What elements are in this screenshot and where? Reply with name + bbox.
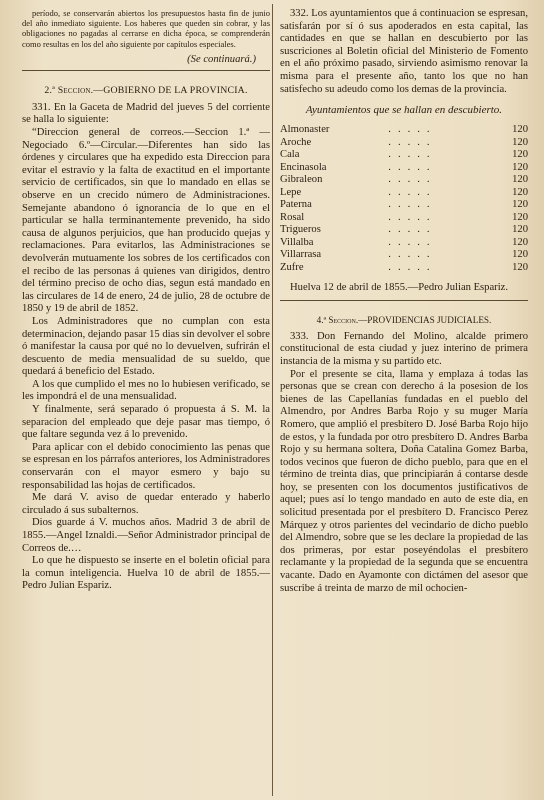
town-name: Aroche bbox=[280, 136, 312, 148]
town-name: Zufre bbox=[280, 261, 304, 273]
divider bbox=[280, 300, 528, 301]
table-row: Villarrasa ..... 120 bbox=[280, 249, 528, 261]
left-column bbox=[22, 8, 270, 593]
table-row: Cala ..... 120 bbox=[280, 149, 528, 161]
paragraph-dios-guarde: Dios guarde á V. muchos años. Madrid 3 de abril de 1855.—Angel Iznaldi.—Señor Administrador principal de Correos de.… bbox=[22, 517, 270, 554]
paragraph-mes: A los que cumplido el mes no lo hubiesen verificado, se les impondrá el de una mensualidad. bbox=[22, 378, 270, 403]
divider bbox=[22, 70, 270, 71]
top-paragraph: período, se conservarán abiertos los presupuestos hasta fin de junio del año inmediato siguiente. Los haberes que queden sin cobrar, y las obligaciones no pagadas al cerrarse en dicha época, se comprenderán como resultas en los del año siguiente por capítulos especiales. bbox=[22, 8, 270, 49]
table-row: Aroche ..... 120 bbox=[280, 136, 528, 148]
town-amount: 120 bbox=[512, 261, 528, 273]
town-name: Encinasola bbox=[280, 161, 327, 173]
column-rule bbox=[272, 4, 273, 796]
table-row: Encinasola ..... 120 bbox=[280, 161, 528, 173]
section-heading-providencias: 4.ª Seccion.—PROVIDENCIAS JUDICIALES. bbox=[316, 314, 492, 325]
town-name: Paterna bbox=[280, 199, 312, 211]
town-name: Villalba bbox=[280, 236, 314, 248]
table-row: Gibraleon ..... 120 bbox=[280, 174, 528, 186]
town-name: Rosal bbox=[280, 211, 305, 223]
towns-table bbox=[280, 124, 528, 274]
town-amount: 120 bbox=[512, 186, 528, 198]
continuation-note: (Se continuará.) bbox=[187, 53, 256, 65]
table-row: Lepe ..... 120 bbox=[280, 186, 528, 198]
town-name: Gibraleon bbox=[280, 174, 323, 186]
town-amount: 120 bbox=[512, 161, 528, 173]
paragraph-administradores: Los Administradores que no cumplan con esta determinacion, dejando pasar 15 dias sin devolver el sobre ó manifestar la causa por qué no lo devuelven, sufrirán el descuento de media mensualidad de su sueldo, que quedará á beneficio del Estado. bbox=[22, 315, 270, 378]
paragraph-aviso: Me dará V. aviso de quedar enterado y haberlo circulado á sus subalternos. bbox=[22, 492, 270, 516]
town-amount: 120 bbox=[512, 174, 528, 186]
town-amount: 120 bbox=[512, 224, 528, 236]
signature-line: Huelva 12 de abril de 1855.—Pedro Julian Espariz. bbox=[290, 282, 508, 294]
town-name: Lepe bbox=[280, 186, 302, 198]
town-amount: 120 bbox=[512, 149, 528, 161]
paragraph-inserte: Lo que he dispuesto se inserte en el boletin oficial para la comun inteligencia. Huelva 10 de abril de 1855.—Pedro Julian Espariz. bbox=[22, 555, 270, 592]
town-amount: 120 bbox=[512, 136, 528, 148]
paragraph-332: 332. Los ayuntamientos que á continuacion se espresan, satisfarán por sí ó sus apoderados en esta capital, las cantidades en que se hallan en descubierto por las suscriciones al Boletin oficial del Ministerio de Fomento en el año próximo pasado, sirviendo asimismo renovar la misma para el presente año, tanto los que no han satisfecho su adeudo como los demas de la provincia. bbox=[280, 8, 528, 95]
town-amount: 120 bbox=[512, 211, 528, 223]
paragraph-331: 331. En la Gaceta de Madrid del jueves 5 del corriente se halla lo siguiente: bbox=[22, 101, 270, 126]
town-amount: 120 bbox=[512, 199, 528, 211]
paragraph-333: 333. Don Fernando del Molino, alcalde primero constitucional de esta ciudad y juez interino de primera instancia de la misma y su partido etc. bbox=[280, 330, 528, 367]
table-row: Zufre ..... 120 bbox=[280, 261, 528, 273]
table-row: Paterna ..... 120 bbox=[280, 199, 528, 211]
table-row: Villalba ..... 120 bbox=[280, 236, 528, 248]
paragraph-emplaza: Por el presente se cita, llama y emplaza á todas las personas que se crean con derecho á la posesion de los bienes de las Capellanías fundadas en el pueblo del Almendro, por Andres Barba Rojo y su muger María Romero, que amplió el presbítero D. José Barba Rojo hijo de estos, y la fundada por otro presbítero D. Andres Barba Rojo y su hermana soltera, Doña Catalina Gomez Barba, todos vecinos que fueron de dicho pueblo, para que en el término de treinta dias, que principiarán á contarse desde hoy, se presenten con los documentos justificativos de aquel; pues así lo tengo mandado en auto de este dia, en solicitud presentada por el presbítero D. Francisco Perez Márquez y otros parientes del vecindario de dicho pueblo del Almendro, sobre que se les declare la propiedad de las dos primeras, por estar poseyéndolas el presbítero reclamante y la propiedad de la segunda que se encuentra vacante. Dado en Ayamonte con dictámen del asesor que suscribe á treinta de marzo de mil ochocien- bbox=[280, 368, 528, 594]
right-column bbox=[280, 8, 528, 595]
town-name: Villarrasa bbox=[280, 249, 322, 261]
town-name: Cala bbox=[280, 149, 300, 161]
circular-text: “Direccion general de correos.—Seccion 1.ª —Negociado 6.º—Circular.—Diferentes han sido las órdenes y circulares que ha expedido esta Direccion para evitar el estravío y la falta de exactitud en el importante servicio de certificados, sin que lo mandado en ellas se observe en un crecido número de Administraciones. Semejante abandono ó ignorancia de lo que en el particular se halla terminantemente prevenido, ha sido causa de algunos perjuicios, que han producido quejas y reclamaciones. Para evitarlos, las Administraciones se devolverán mutuamente los sobres de los certificados con el recibo de las personas á quienes van dirigidos, dentro del término preciso de ocho dias, segun está mandado en las circulares de 14 de enero, 24 de julio, 28 de octubre de 1850 y 19 de abril de 1852. bbox=[22, 127, 270, 315]
paragraph-separado: Y finalmente, será separado ó propuesta á S. M. la separacion del empleado que deje pasar mas tiempo, ó que faltare segunda vez á lo prevenido. bbox=[22, 404, 270, 441]
town-name: Almonaster bbox=[280, 124, 330, 136]
table-row: Almonaster ..... 120 bbox=[280, 124, 528, 136]
town-amount: 120 bbox=[512, 236, 528, 248]
town-name: Trigueros bbox=[280, 224, 321, 236]
table-title: Ayuntamientos que se hallan en descubierto. bbox=[305, 104, 503, 117]
table-row: Trigueros ..... 120 bbox=[280, 224, 528, 236]
town-amount: 120 bbox=[512, 249, 528, 261]
section-heading-gobierno: 2.ª Seccion.—GOBIERNO DE LA PROVINCIA. bbox=[44, 84, 248, 96]
town-amount: 120 bbox=[512, 124, 528, 136]
table-row: Rosal ..... 120 bbox=[280, 211, 528, 223]
paragraph-penas: Para aplicar con el debido conocimiento las penas que se espresan en los párrafos anteriores, los Administradores conservarán con el mayor esmero y bajo su responsabilidad las hojas de certificados. bbox=[22, 441, 270, 491]
